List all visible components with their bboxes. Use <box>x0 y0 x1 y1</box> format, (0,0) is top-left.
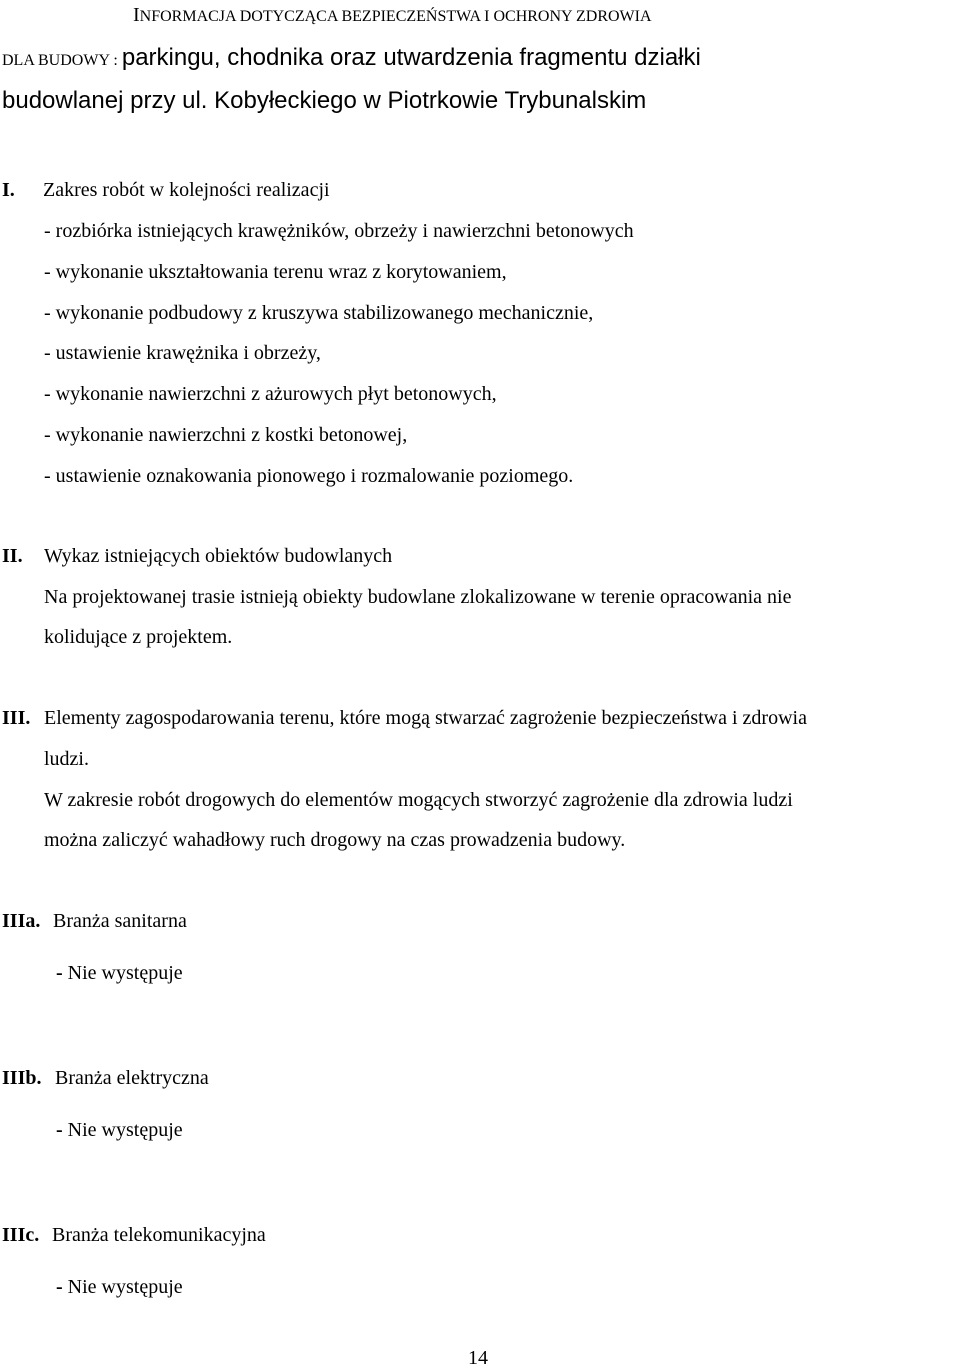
section-3-text-line: można zaliczyć wahadłowy ruch drogowy na czas prowadzenia budowy. <box>44 829 626 851</box>
section-1-item: - wykonanie ukształtowania terenu wraz z korytowaniem, <box>44 261 507 283</box>
section-3a-number: IIIa. <box>2 910 41 932</box>
title-rest: NFORMACJA DOTYCZĄCA BEZPIECZEŃSTWA I OCHRONY ZDROWIA <box>139 8 652 25</box>
section-1-item: - ustawienie krawężnika i obrzeży, <box>44 342 321 364</box>
section-3a-value <box>56 961 183 985</box>
page-number: 14 <box>468 1347 488 1369</box>
value-text: Nie występuje <box>67 962 183 984</box>
section-2-text-line: Na projektowanej trasie istnieją obiekty budowlane zlokalizowane w terenie opracowania nie <box>44 586 792 608</box>
section-1-item: - rozbiórka istniejących krawężników, obrzeży i nawierzchni betonowych <box>44 220 634 242</box>
section-2-title: Wykaz istniejących obiektów budowlanych <box>44 545 393 567</box>
subtitle-prefix: DLA BUDOWY : <box>2 52 118 69</box>
section-3a-title: Branża sanitarna <box>53 910 187 932</box>
dash: - <box>56 962 63 984</box>
section-1-item: - ustawienie oznakowania pionowego i rozmalowanie poziomego. <box>44 465 574 487</box>
section-2-number: II. <box>2 545 23 567</box>
section-3-number: III. <box>2 707 31 729</box>
subtitle-line-1 <box>2 44 701 75</box>
section-3-title: Elementy zagospodarowania terenu, które mogą stwarzać zagrożenie bezpieczeństwa i zdrowia <box>44 707 807 729</box>
value-text: Nie występuje <box>67 1119 183 1141</box>
section-3b-value <box>56 1118 183 1142</box>
document-title <box>133 3 652 29</box>
section-1-item: - wykonanie nawierzchni z ażurowych płyt betonowych, <box>44 383 497 405</box>
section-3-title-cont: ludzi. <box>44 748 89 770</box>
section-1-number: I. <box>2 179 15 201</box>
section-3c-value <box>56 1275 183 1299</box>
section-2-text-line: kolidujące z projektem. <box>44 626 233 648</box>
section-3-text-line: W zakresie robót drogowych do elementów mogących stworzyć zagrożenie dla zdrowia ludzi <box>44 789 793 811</box>
section-1-title: Zakres robót w kolejności realizacji <box>43 179 330 201</box>
value-text: Nie występuje <box>67 1276 183 1298</box>
dash: - <box>56 1276 63 1298</box>
section-1-item: - wykonanie nawierzchni z kostki betonowej, <box>44 424 408 446</box>
subtitle-line-2: budowlanej przy ul. Kobyłeckiego w Piotrkowie Trybunalskim <box>2 87 647 114</box>
section-3b-number: IIIb. <box>2 1067 42 1089</box>
subtitle-text-1: parkingu, chodnika oraz utwardzenia fragmentu działki <box>121 44 701 71</box>
dash: - <box>56 1119 63 1141</box>
section-3b-title: Branża elektryczna <box>55 1067 209 1089</box>
section-1-item: - wykonanie podbudowy z kruszywa stabilizowanego mechanicznie, <box>44 302 594 324</box>
section-3c-title: Branża telekomunikacyjna <box>52 1224 266 1246</box>
title-first-letter: I <box>133 4 140 26</box>
section-3c-number: IIIc. <box>2 1224 40 1246</box>
